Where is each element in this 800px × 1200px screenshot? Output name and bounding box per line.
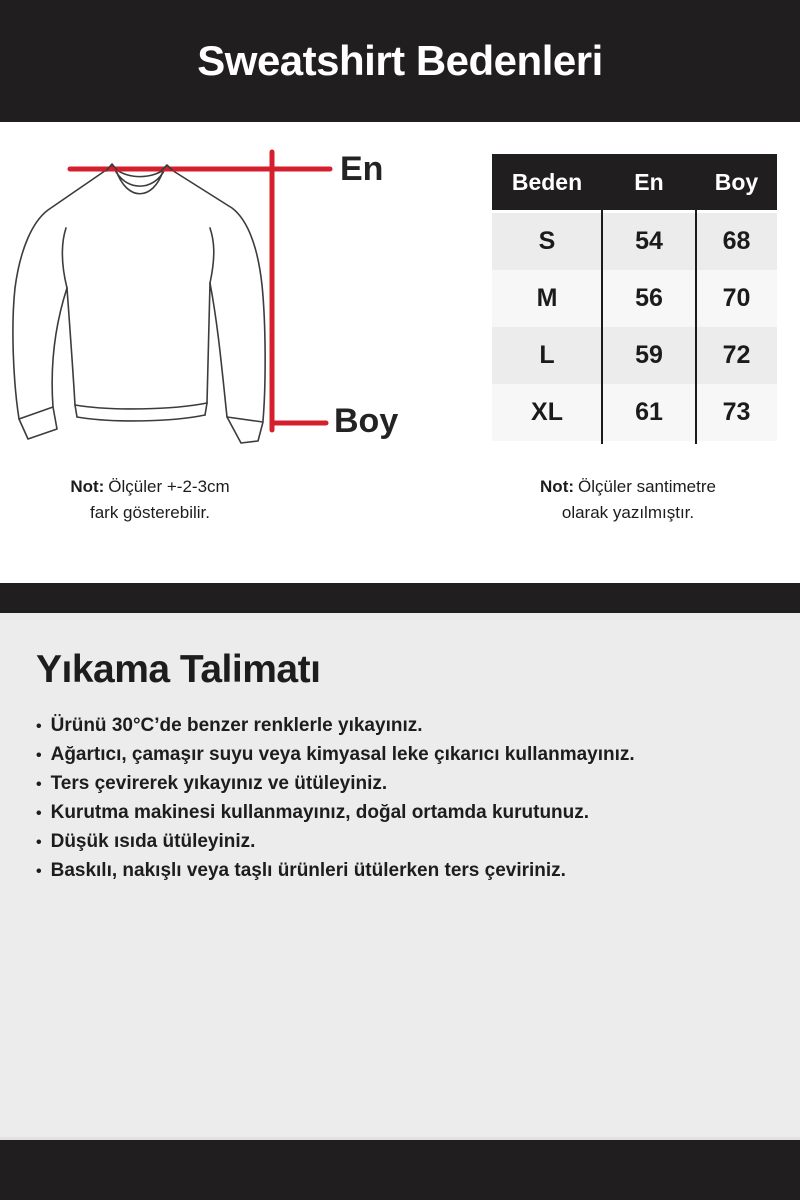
page-title: Sweatshirt Bedenleri [197, 37, 603, 84]
care-item [36, 799, 776, 828]
boy-cell: 68 [722, 227, 751, 255]
size-cell: L [539, 341, 555, 369]
care-item [36, 741, 776, 770]
sweatshirt-diagram [0, 140, 340, 450]
column-header-beden: Beden [511, 169, 583, 195]
en-cell: 54 [635, 227, 663, 255]
column-separator [601, 210, 603, 444]
header-bar [0, 0, 800, 122]
column-header-boy: Boy [714, 169, 759, 195]
footer-bar [0, 1140, 800, 1200]
note-text: Ölçüler +-2-3cm fark gösterebilir. [90, 477, 230, 522]
table-row-xl [492, 384, 777, 441]
sweatshirt-outline [13, 166, 265, 443]
table-row-s [492, 213, 777, 270]
note-text: Ölçüler santimetre olarak yazılmıştır. [561, 477, 716, 522]
unit-note [528, 474, 728, 526]
bullet-icon: • [36, 718, 42, 735]
care-item [36, 828, 776, 857]
column-separator [695, 210, 697, 444]
table-row-m [492, 270, 777, 327]
column-header-en: En [634, 169, 664, 195]
en-cell: 59 [635, 341, 663, 369]
bullet-icon: • [36, 776, 42, 793]
table-header-row [492, 154, 777, 210]
en-cell: 61 [635, 398, 663, 426]
care-item [36, 712, 776, 741]
boy-cell: 72 [722, 341, 751, 369]
size-tolerance-note [55, 474, 245, 526]
care-item-text: Ters çevirerek yıkayınız ve ütüleyiniz. [50, 773, 388, 794]
width-label: En [340, 150, 384, 188]
divider-bar [0, 583, 800, 613]
bullet-icon: • [36, 747, 42, 764]
size-cell: M [536, 284, 558, 312]
care-item [36, 770, 776, 799]
care-title: Yıkama Talimatı [36, 648, 321, 691]
size-cell: S [538, 227, 556, 255]
note-label: Not: [70, 477, 105, 496]
care-item-text: Baskılı, nakışlı veya taşlı ürünleri ütülerken ters çeviriniz. [50, 860, 566, 881]
bullet-icon: • [36, 834, 42, 851]
note-label: Not: [540, 477, 575, 496]
table-row-l [492, 327, 777, 384]
length-label: Boy [334, 402, 399, 440]
size-table [492, 154, 777, 441]
size-cell: XL [531, 398, 563, 426]
care-item-text: Düşük ısıda ütüleyiniz. [50, 831, 256, 852]
care-item [36, 857, 776, 886]
boy-cell: 73 [722, 398, 751, 426]
care-section [0, 613, 800, 1140]
measure-lines [70, 152, 330, 430]
bullet-icon: • [36, 805, 42, 822]
boy-cell: 70 [722, 284, 751, 312]
care-list [36, 712, 776, 886]
care-item-text: Ürünü 30°C’de benzer renklerle yıkayınız. [50, 715, 423, 736]
bullet-icon: • [36, 863, 42, 880]
care-item-text: Kurutma makinesi kullanmayınız, doğal ortamda kurutunuz. [50, 802, 590, 823]
care-item-text: Ağartıcı, çamaşır suyu veya kimyasal leke çıkarıcı kullanmayınız. [50, 744, 635, 765]
en-cell: 56 [635, 284, 663, 312]
